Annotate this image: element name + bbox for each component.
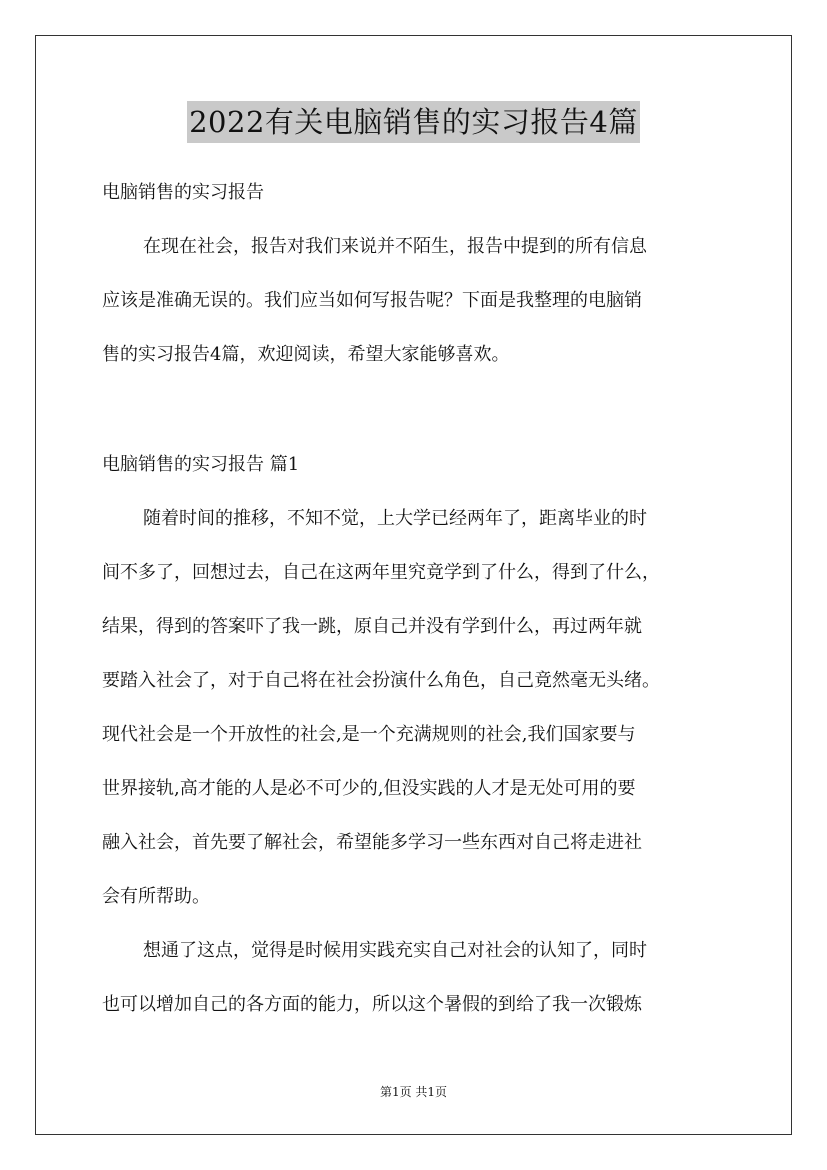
intro-line: 售的实习报告4篇，欢迎阅读，希望大家能够喜欢。: [102, 344, 510, 365]
paragraph-line: 要踏入社会了，对于自己将在社会扮演什么角色，自己竟然毫无头绪。: [102, 670, 660, 691]
paragraph-line: 世界接轨,高才能的人是必不可少的,但没实践的人才是无处可用的要: [102, 778, 636, 799]
paragraph-line: 会有所帮助。: [102, 886, 210, 907]
document-title: 2022有关电脑销售的实习报告4篇: [187, 101, 640, 143]
title-container: [0, 101, 827, 143]
paragraph-line: 融入社会，首先要了解社会，希望能多学习一些东西对自己将走进社: [102, 832, 642, 853]
paragraph-line: 间不多了，回想过去，自己在这两年里究竟学到了什么，得到了什么，: [102, 562, 660, 583]
section-heading: 电脑销售的实习报告 篇1: [102, 454, 300, 475]
intro-line: 应该是准确无误的。我们应当如何写报告呢？下面是我整理的电脑销: [102, 290, 642, 311]
intro-line: 在现在社会，报告对我们来说并不陌生，报告中提到的所有信息: [143, 236, 647, 257]
page-footer: 第1页 共1页: [379, 1085, 448, 1099]
intro-heading: 电脑销售的实习报告: [102, 182, 264, 203]
paragraph-line: 也可以增加自己的各方面的能力，所以这个暑假的到给了我一次锻炼: [102, 994, 642, 1015]
paragraph-line: 现代社会是一个开放性的社会,是一个充满规则的社会,我们国家要与: [102, 724, 636, 745]
paragraph-line: 结果，得到的答案吓了我一跳，原自己并没有学到什么，再过两年就: [102, 616, 642, 637]
paragraph-line: 想通了这点，觉得是时候用实践充实自己对社会的认知了，同时: [143, 940, 647, 961]
paragraph-line: 随着时间的推移，不知不觉，上大学已经两年了，距离毕业的时: [143, 508, 647, 529]
